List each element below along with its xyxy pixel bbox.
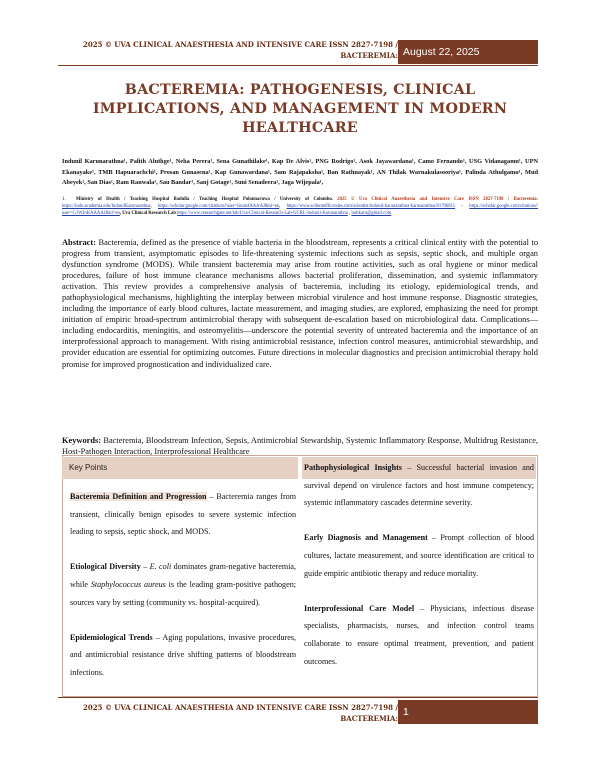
affiliation-journal: 2025 © Uva Clinical Anaesthesia and Intensive Care ISSN 2827-7198 / Bacteremia: xyxy=(337,197,538,202)
scholar-link-2[interactable]: https://scholar.google.com/citations?user=G1WJnKAAAAJ&hl=en xyxy=(62,204,539,216)
key-point-item xyxy=(70,488,296,541)
academia-link[interactable]: https://indo.academia.edu/IndunilKarunarathna xyxy=(62,204,151,209)
page-number: 1 xyxy=(398,700,538,724)
key-point-text: Bacteremia ranges from transient, clinically benign episodes to severe systemic infection leading to sepsis, septic shock, and MODS. xyxy=(70,492,296,537)
key-points-heading: Key Points xyxy=(62,457,298,479)
key-point-text: Successful bacterial invasion and survival depend on virulence factors and host immune competency; systemic inflammatory cascades determine severity. xyxy=(304,463,534,508)
key-point-term: Early Diagnosis and Management xyxy=(304,533,428,543)
affiliation-institutions: Ministry of Health / Teaching Hospital Badulla / Teaching Hospital Polonnaruwa / University of Colombo. xyxy=(76,197,333,202)
key-point-term: Pathophysiological Insights xyxy=(304,463,402,472)
journal-footer-line1: 2025 © UVA CLINICAL ANAESTHESIA AND INTENSIVE CARE ISSN 2827-7198 / xyxy=(82,703,398,712)
key-point-sep: – xyxy=(152,632,163,642)
key-point-organism: Staphylococcus aureus xyxy=(90,579,166,589)
researchgate-link[interactable]: https://www.researchgate.net/lab/Uva-Clinical-Research-Lab-UCRL-Indunil-Karunarathna xyxy=(177,211,348,216)
paper-title: BACTEREMIA: PATHOGENESIS, CLINICAL IMPLICATIONS, AND MANAGEMENT IN MODERN HEALTHCARE xyxy=(92,82,508,136)
journal-header-line2: BACTEREMIA: xyxy=(340,50,398,60)
email-link[interactable]: indikaru@gmail.com xyxy=(351,211,392,216)
key-point-term: Epidemiological Trends xyxy=(70,632,153,642)
header-divider xyxy=(58,65,538,66)
keywords-section xyxy=(62,435,538,457)
key-point-text: dominates gram-negative bacteremia, while xyxy=(70,562,297,589)
key-point-text: Aging populations, invasive procedures, and antimicrobial resistance drive shifting patterns of bloodstream infections. xyxy=(70,632,296,677)
footer-divider xyxy=(58,697,538,698)
affiliation-block: 1. Ministry of Health / Teaching Hospital Badulla / Teaching Hospital Polonnaruwa / University of Colombo. 2025 © Uva Clinical Anaesthesia and Intensive Care ISSN 2827-7198 / Bacteremia: https://indo.academia.edu/IndunilKarunarathna, https://scholar.google.com/citations?user=IrnaisIAAAAJ&hl=en, https://www.scilenteiflicrodes.com/scientist/indunil-karunarathna-karunarathna/81706811 - https://scholar.google.com/citations?user=G1WJnKAAAAJ&hl=en, Uva Clinical Research Lab https://www.researchgate.net/lab/Uva-Clinical-Research-Lab-UCRL-Indunil-Karunarathna , indikaru@gmail.com xyxy=(62,197,539,216)
affiliation-number: 1. xyxy=(62,197,66,202)
key-point-sep: – xyxy=(414,603,431,613)
scholar-link[interactable]: https://scholar.google.com/citations?user=IrnaisIAAAAJ&hl=en xyxy=(157,204,280,209)
key-point-sep: – xyxy=(206,492,217,501)
key-point-item xyxy=(70,629,296,682)
key-point-text: is the leading gram-positive pathogen; sources vary by setting (community vs. hospital-acquired). xyxy=(70,579,296,607)
key-points-left-column xyxy=(70,488,296,699)
separator-text: , xyxy=(347,211,352,216)
key-points-right-column xyxy=(304,459,534,688)
journal-header-line1: 2025 © UVA CLINICAL ANAESTHESIA AND INTENSIVE CARE ISSN 2827-7198 / xyxy=(82,40,398,49)
abstract-label: Abstract: xyxy=(62,238,96,247)
key-point-organism: E. coli xyxy=(149,562,172,572)
research-lab-label: , Uva Clinical Research Lab xyxy=(119,211,176,216)
journal-header xyxy=(58,40,398,62)
keywords-text: Bacteremia, Bloodstream Infection, Sepsis, Antimicrobial Stewardship, Systemic Inflammatory Response, Multidrug Resistance, Host-Pathogen Interaction, Interprofessional Healthcare xyxy=(62,436,539,457)
keywords-label: Keywords: xyxy=(62,436,102,445)
abstract-section xyxy=(62,237,538,370)
key-point-item xyxy=(304,459,534,512)
key-point-item xyxy=(304,529,534,582)
key-point-item xyxy=(70,558,296,611)
abstract-text: Bacteremia, defined as the presence of viable bacteria in the bloodstream, represents a critical clinical entity with the potential to progress from transient, asymptomatic episodes to life-threatening systemic infections such as sepsis, septic shock, and multiple organ dysfunction syndrome (MODS). While transient bacteremia may arise from routine activities, such as oral hygiene or minor medical procedures, failure of host immune clearance mechanisms allows bacterial proliferation, dissemination, and systemic inflammatory activation. This review provides a comprehensive analysis of bacteremia, including its etiology, epidemiological trends, and pathophysiological mechanisms, highlighting the interplay between microbial virulence and host immune response. Diagnostic strategies, including the importance of early blood cultures, lactate measurement, and imaging studies, are explored, emphasizing the need for prompt initiation of empiric broad-spectrum antimicrobial therapy with subsequent de-escalation based on microbiological data. Complications—including endocarditis, meningitis, and osteomyelitis—underscore the potential severity of untreated bacteremia and the importance of an interprofessional approach to management. With rising antimicrobial resistance, infection control measures, antimicrobial stewardship, and provider education are essential for optimizing outcomes. Future directions in molecular diagnostics and precision antimicrobial therapy hold promise for improved prognostication and individualized care. xyxy=(62,238,539,369)
key-point-term: Interprofessional Care Model xyxy=(304,603,415,613)
key-point-term: Bacteremia Definition and Progression xyxy=(70,492,207,501)
key-point-sep: – xyxy=(401,463,417,472)
key-point-text: Physicians, infectious disease specialists, pharmacists, nurses, and infection control teams collaborate to ensure optimal treatment, prevention, and patient outcomes. xyxy=(304,603,535,666)
scilit-link[interactable]: https://www.scilenteiflicrodes.com/scientist/indunil-karunarathna-karunarathna/81706811 xyxy=(286,204,456,209)
author-list: Indunil Karunarathna¹, Palith Aluthge¹, Neha Perera¹, Sena Gunathilake¹, Kap De Alvis¹, PNG Rodrigo¹, Asok Jayawardana¹, Camo Fernando¹, USG Vidanagamu¹, UPN Ekanayake¹, TMB Hapuarachchi¹, Prosan Gunasena¹, Kap Gunawardana¹, Sam Rajapaksha¹, Ban Rathnayak¹, AN Thilak Warnakulasooriya¹, Palinda Athulgamu¹, Mud Abeyek¹, San Dias¹, Ram Ranwala¹, Sau Bandar¹, Sanj Gotage¹, Suni Senadeera¹, Jaga Wijepala¹, xyxy=(62,158,538,186)
key-point-sep: – xyxy=(140,562,150,572)
key-point-item xyxy=(304,600,534,670)
publication-date: August 22, 2025 xyxy=(398,40,538,64)
journal-footer-line2: BACTEREMIA: xyxy=(340,713,398,723)
journal-footer xyxy=(58,703,398,725)
key-point-term: Etiological Diversity xyxy=(70,562,141,572)
key-point-text: Prompt collection of blood cultures, lactate measurement, and source identification are critical to guide empiric antibiotic therapy and reduce mortality. xyxy=(304,533,534,578)
key-point-sep: – xyxy=(427,533,441,543)
